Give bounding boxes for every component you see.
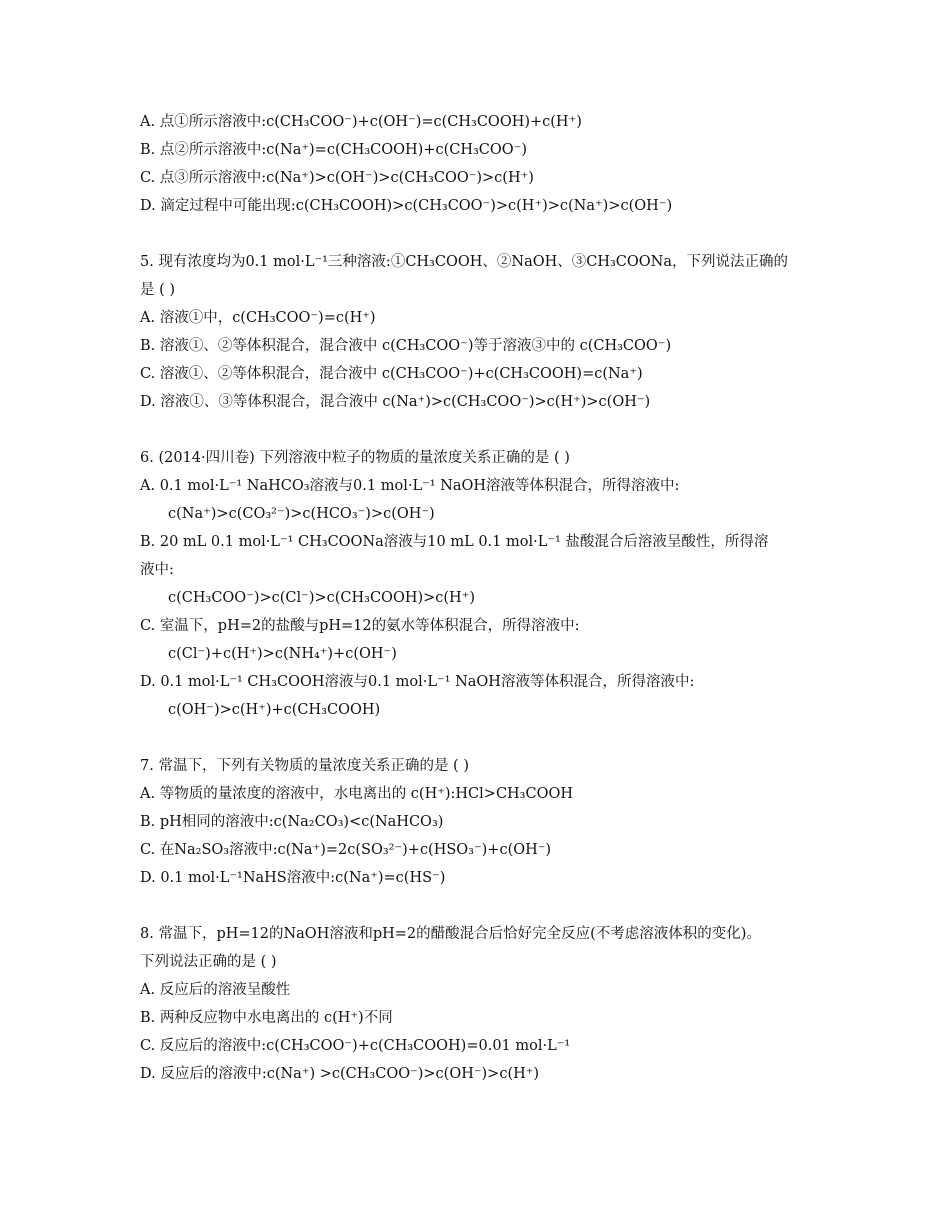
text-line: 6. (2014·四川卷) 下列溶液中粒子的物质的量浓度关系正确的是 ( )	[140, 450, 570, 466]
text-line: c(Cl⁻)+c(H⁺)>c(NH₄⁺)+c(OH⁻)	[168, 646, 397, 662]
text-line: A. 反应后的溶液呈酸性	[140, 982, 291, 998]
text-line: C. 在Na₂SO₃溶液中:c(Na⁺)=2c(SO₃²⁻)+c(HSO₃⁻)+c(OH⁻)	[140, 842, 552, 858]
text-line: D. 0.1 mol·L⁻¹NaHS溶液中:c(Na⁺)=c(HS⁻)	[140, 870, 446, 886]
text-line: B. 溶液①、②等体积混合，混合液中 c(CH₃COO⁻)等于溶液③中的 c(CH₃COO⁻)	[140, 338, 672, 354]
text-line: 7. 常温下，下列有关物质的量浓度关系正确的是 ( )	[140, 758, 469, 774]
text-line: A. 点①所示溶液中:c(CH₃COO⁻)+c(OH⁻)=c(CH₃COOH)+c(H⁺)	[140, 114, 582, 130]
text-line: D. 溶液①、③等体积混合，混合液中 c(Na⁺)>c(CH₃COO⁻)>c(H⁺)>c(OH⁻)	[140, 394, 651, 410]
paragraph-gap	[140, 724, 820, 752]
text-line: C. 溶液①、②等体积混合，混合液中 c(CH₃COO⁻)+c(CH₃COOH)=c(Na⁺)	[140, 366, 643, 382]
text-line: c(CH₃COO⁻)>c(Cl⁻)>c(CH₃COOH)>c(H⁺)	[168, 590, 476, 606]
text-line: 液中:	[140, 562, 174, 578]
text-line: D. 0.1 mol·L⁻¹ CH₃COOH溶液与0.1 mol·L⁻¹ NaOH溶液等体积混合，所得溶液中:	[140, 674, 695, 690]
text-line: B. 两种反应物中水电离出的 c(H⁺)不同	[140, 1010, 393, 1026]
text-line: D. 滴定过程中可能出现:c(CH₃COOH)>c(CH₃COO⁻)>c(H⁺)>c(Na⁺)>c(OH⁻)	[140, 198, 673, 214]
text-line: 下列说法正确的是 ( )	[140, 954, 277, 970]
text-line: B. pH相同的溶液中:c(Na₂CO₃)<c(NaHCO₃)	[140, 814, 444, 830]
text-line: 5. 现有浓度均为0.1 mol·L⁻¹三种溶液:①CH₃COOH、②NaOH、③CH₃COONa，下列说法正确的	[140, 254, 789, 270]
text-line: c(Na⁺)>c(CO₃²⁻)>c(HCO₃⁻)>c(OH⁻)	[168, 506, 435, 522]
text-line: D. 反应后的溶液中:c(Na⁺) >c(CH₃COO⁻)>c(OH⁻)>c(H⁺)	[140, 1066, 540, 1082]
text-line: C. 反应后的溶液中:c(CH₃COO⁻)+c(CH₃COOH)=0.01 mol·L⁻¹	[140, 1038, 571, 1054]
text-line: A. 等物质的量浓度的溶液中，水电离出的 c(H⁺):HCl>CH₃COOH	[140, 786, 574, 802]
text-line: 是 ( )	[140, 282, 176, 298]
text-line: C. 点③所示溶液中:c(Na⁺)>c(OH⁻)>c(CH₃COO⁻)>c(H⁺)	[140, 170, 534, 186]
document-body	[140, 108, 820, 1088]
text-line: A. 0.1 mol·L⁻¹ NaHCO₃溶液与0.1 mol·L⁻¹ NaOH溶液等体积混合，所得溶液中:	[140, 478, 680, 494]
text-line: B. 点②所示溶液中:c(Na⁺)=c(CH₃COOH)+c(CH₃COO⁻)	[140, 142, 527, 158]
text-line: A. 溶液①中，c(CH₃COO⁻)=c(H⁺)	[140, 310, 376, 326]
paragraph-gap	[140, 220, 820, 248]
text-line: c(OH⁻)>c(H⁺)+c(CH₃COOH)	[168, 702, 381, 718]
text-line: C. 室温下，pH=2的盐酸与pH=12的氨水等体积混合，所得溶液中:	[140, 618, 580, 634]
text-line: 8. 常温下，pH=12的NaOH溶液和pH=2的醋酸混合后恰好完全反应(不考虑溶液体积的变化)。	[140, 926, 761, 942]
paragraph-gap	[140, 892, 820, 920]
text-line: B. 20 mL 0.1 mol·L⁻¹ CH₃COONa溶液与10 mL 0.1 mol·L⁻¹ 盐酸混合后溶液呈酸性，所得溶	[140, 534, 769, 550]
paragraph-gap	[140, 416, 820, 444]
